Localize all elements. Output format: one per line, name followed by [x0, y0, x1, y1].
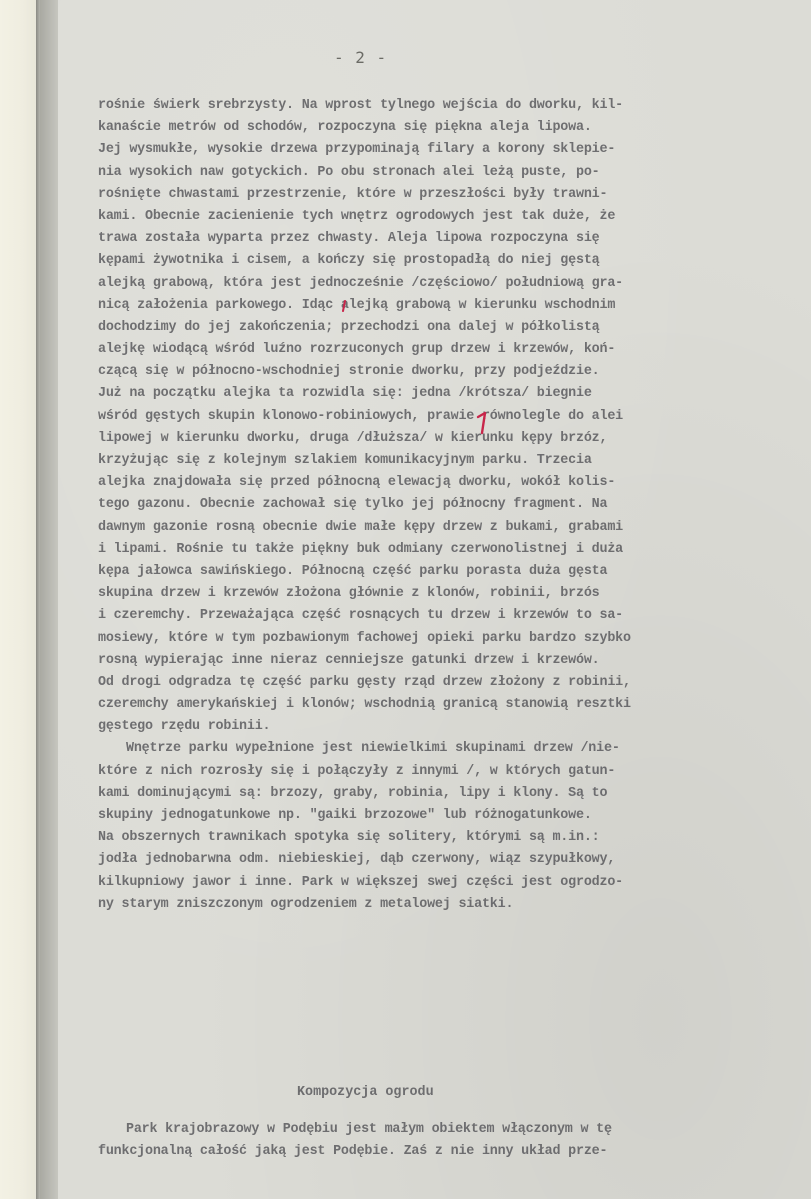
text-line: alejką grabową, która jest jednocześnie /częściowo/ południową gra-	[98, 275, 623, 291]
text-line: kilkupniowy jawor i inne. Park w większej swej części jest ogrodzo-	[98, 874, 623, 890]
text-line: wśród gęstych skupin klonowo-robiniowych, prawie równolegle do alei	[98, 408, 623, 424]
text-line: mosiewy, które w tym pozbawionym fachowej opieki parku bardzo szybko	[98, 630, 631, 646]
text-line: funkcjonalną całość jaką jest Podębie. Zaś z nie inny układ prze-	[98, 1144, 608, 1160]
text-line: Wnętrze parku wypełnione jest niewielkimi skupinami drzew /nie-	[126, 741, 620, 757]
text-line: kami dominującymi są: brzozy, graby, robinia, lipy i klony. Są to	[98, 785, 608, 801]
red-ink-correction-mark	[476, 411, 488, 435]
text-line: krzyżując się z kolejnym szlakiem komunikacyjnym parku. Trzecia	[98, 453, 592, 468]
text-line: rośnie świerk srebrzysty. Na wprost tylnego wejścia do dworku, kil-	[98, 98, 623, 113]
text-line: tego gazonu. Obecnie zachował się tylko jej północny fragment. Na	[98, 497, 608, 513]
text-line: kępa jałowca sawińskiego. Północną część parku porasta duża gęsta	[98, 563, 608, 579]
text-line: dochodzimy do jej zakończenia; przechodzi ona dalej w półkolistą	[98, 319, 600, 335]
text-line: kanaście metrów od schodów, rozpoczyna się piękna aleja lipowa.	[98, 120, 592, 136]
text-line: i lipami. Rośnie tu także piękny buk odmiany czerwonolistnej i duża	[98, 541, 623, 557]
text-line: dawnym gazonie rosną obecnie dwie małe kępy drzew z bukami, grabami	[98, 519, 623, 535]
text-line: kępami żywotnika i cisem, a kończy się prostopadłą do niej gęstą	[98, 253, 600, 269]
section-heading: Kompozycja ogrodu	[297, 1085, 434, 1100]
text-line: Jej wysmukłe, wysokie drzewa przypominają filary a korony sklepie-	[98, 142, 616, 158]
text-line: jodła jednobarwna odm. niebieskiej, dąb czerwony, wiąz szypułkowy,	[98, 852, 616, 868]
text-line: rośnięte chwastami przestrzenie, które w przeszłości były trawni-	[98, 186, 608, 202]
text-line: i czeremchy. Przeważająca część rosnących tu drzew i krzewów to sa-	[98, 608, 623, 624]
text-line: lipowej w kierunku dworku, druga /dłuższa/ w kierunku kępy brzóz,	[98, 430, 608, 446]
text-line: trawa została wyparta przez chwasty. Aleja lipowa rozpoczyna się	[98, 231, 600, 247]
text-line: skupiny jednogatunkowe np. "gaiki brzozowe" lub różnogatunkowe.	[98, 808, 592, 823]
text-line: gęstego rzędu robinii.	[98, 719, 271, 735]
text-line: Już na początku alejka ta rozwidla się: jedna /krótsza/ biegnie	[98, 386, 592, 402]
body-text	[98, 95, 788, 916]
body-text-continued	[98, 1119, 788, 1163]
sheet-shadow	[40, 0, 60, 1199]
text-line: Na obszernych trawnikach spotyka się solitery, którymi są m.in.:	[98, 830, 600, 846]
text-line: nia wysokich naw gotyckich. Po obu stronach alei leżą puste, po-	[98, 164, 600, 180]
text-line: rosną wypierając inne nieraz cenniejsze gatunki drzew i krzewów.	[98, 652, 600, 668]
text-line: skupina drzew i krzewów złożona głównie z klonów, robinii, brzós	[98, 586, 600, 602]
page-number: - 2 -	[334, 48, 388, 67]
text-line: nicą założenia parkowego. Idąc alejką grabową w kierunku wschodnim	[98, 297, 616, 313]
left-margin-strip	[0, 0, 38, 1199]
text-line: Od drogi odgradza tę część parku gęsty rząd drzew złożony z robinii,	[98, 674, 631, 690]
text-line: czącą się w północno-wschodniej stronie dworku, przy podjeździe.	[98, 364, 600, 380]
text-line: alejkę wiodącą wśród luźno rozrzuconych grup drzew i krzewów, koń-	[98, 342, 616, 358]
text-line: alejka znajdowała się przed północną elewacją dworku, wokół kolis-	[98, 475, 616, 491]
text-line: Park krajobrazowy w Podębiu jest małym obiektem włączonym w tę	[126, 1122, 612, 1137]
text-line: ny starym zniszczonym ogrodzeniem z metalowej siatki.	[98, 896, 514, 912]
text-line: czeremchy amerykańskiej i klonów; wschodnią granicą stanowią resztki	[98, 697, 631, 713]
red-ink-tick-mark	[341, 300, 347, 312]
text-line: kami. Obecnie zacienienie tych wnętrz ogrodowych jest tak duże, że	[98, 208, 616, 224]
text-line: które z nich rozrosły się i połączyły z innymi /, w których gatun-	[98, 763, 616, 779]
